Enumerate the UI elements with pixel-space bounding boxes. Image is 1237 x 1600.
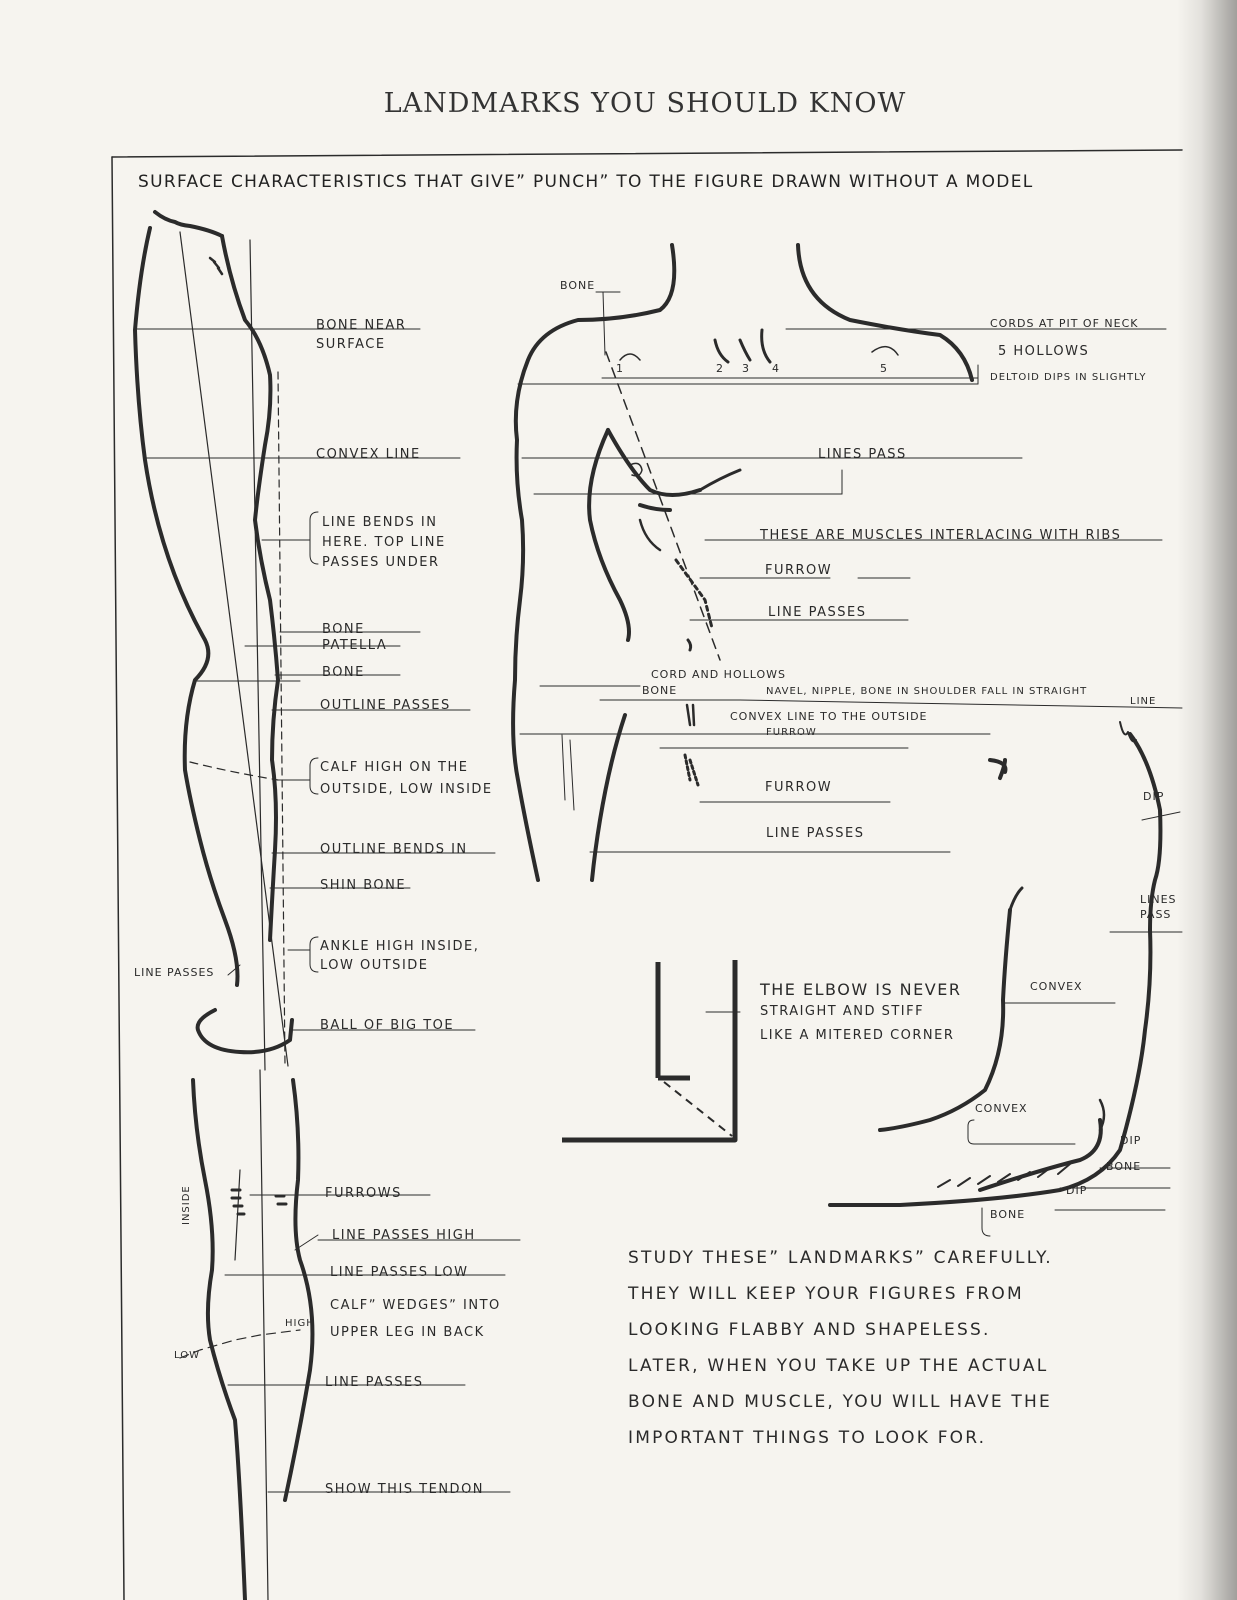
label-line-passes-low: LINE PASSES LOW [330, 1265, 469, 1280]
label-deltoid: DELTOID DIPS IN SLIGHTLY [990, 372, 1147, 383]
label-muscles: THESE ARE MUSCLES INTERLACING WITH RIBS [760, 528, 1122, 543]
label-calf-wedges-2: UPPER LEG IN BACK [330, 1325, 485, 1340]
label-convex-2: CONVEX [975, 1102, 1028, 1115]
label-bone-top: BONE [560, 279, 596, 292]
label-navel-2: LINE [1130, 696, 1157, 707]
label-navel-1: NAVEL, NIPPLE, BONE IN SHOULDER FALL IN STRAIGHT [766, 686, 1088, 697]
label-bone: BONE [322, 622, 365, 637]
label-outline-bends-in: OUTLINE BENDS IN [320, 842, 468, 857]
label-convex-outside: CONVEX LINE TO THE OUTSIDE [730, 710, 928, 723]
label-calf-1: CALF HIGH ON THE [320, 760, 469, 775]
label-show-tendon: SHOW THIS TENDON [325, 1482, 485, 1497]
label-high: HIGH [285, 1318, 315, 1329]
study-line-3: LOOKING FLABBY AND SHAPELESS. [628, 1320, 991, 1340]
label-calf-2: OUTSIDE, LOW INSIDE [320, 782, 493, 797]
label-furrow-2: FURROW [766, 727, 817, 738]
label-line-passes-1: LINE PASSES [768, 605, 867, 620]
label-n2: 2 [716, 362, 724, 375]
page-title: LANDMARKS YOU SHOULD KNOW [383, 88, 907, 119]
label-elbow-note-3: LIKE A MITERED CORNER [760, 1028, 955, 1043]
label-furrow-3: FURROW [765, 780, 833, 795]
study-line-2: THEY WILL KEEP YOUR FIGURES FROM [628, 1284, 1024, 1304]
label-convex-1: CONVEX [1030, 980, 1083, 993]
label-inside: INSIDE [181, 1185, 192, 1225]
leg-side-drawing [135, 212, 292, 1052]
label-line-bends-2: HERE. TOP LINE [322, 535, 446, 550]
label-bone-near-surface-1: BONE NEAR [316, 318, 407, 333]
label-lines-pass: LINES PASS [818, 447, 907, 462]
label-cords: CORDS AT PIT OF NECK [990, 317, 1139, 330]
study-note [628, 1240, 1168, 1456]
label-outline-passes: OUTLINE PASSES [320, 698, 451, 713]
study-line-1: STUDY THESEˮ LANDMARKSˮ CAREFULLY. [628, 1248, 1053, 1268]
label-line-passes-foot: LINE PASSES [134, 966, 215, 979]
label-line-bends-1: LINE BENDS IN [322, 515, 438, 530]
label-bone-2: BONE [322, 665, 365, 680]
label-n5: 5 [880, 362, 888, 375]
label-cord-hollows: CORD AND HOLLOWS [651, 668, 786, 681]
label-calf-wedges-1: CALFˮ WEDGESˮ INTO [330, 1298, 501, 1313]
arm-details [938, 722, 1136, 1187]
label-lines-elbow: LINES [1140, 893, 1177, 906]
label-bone-elbow-1: BONE [1106, 1160, 1142, 1173]
mitered-corner-drawing [562, 960, 735, 1140]
label-n1: 1 [616, 362, 624, 375]
label-pass-elbow: PASS [1140, 908, 1172, 921]
label-convex-line: CONVEX LINE [316, 447, 421, 462]
label-line-passes-2: LINE PASSES [766, 826, 865, 841]
label-dip-1: DIP [1143, 790, 1165, 803]
leg-side-pointers [135, 329, 495, 1030]
leg-back-drawing [193, 1080, 312, 1600]
subtitle: SURFACE CHARACTERISTICS THAT GIVEˮ PUNCHˮ TO THE FIGURE DRAWN WITHOUT A MODEL [138, 172, 1034, 192]
study-line-6: IMPORTANT THINGS TO LOOK FOR. [628, 1428, 987, 1448]
label-furrows: FURROWS [325, 1186, 402, 1201]
arm-drawing [830, 734, 1160, 1205]
label-n4: 4 [772, 362, 780, 375]
label-bone-mid: BONE [642, 684, 678, 697]
label-ankle-1: ANKLE HIGH INSIDE, [320, 939, 480, 954]
torso-drawing [513, 245, 972, 880]
label-line-passes-high: LINE PASSES HIGH [332, 1228, 476, 1243]
label-n3: 3 [742, 362, 750, 375]
label-ball-of-big-toe: BALL OF BIG TOE [320, 1018, 455, 1033]
torso-details [562, 330, 898, 810]
label-elbow-note-2: STRAIGHT AND STIFF [760, 1004, 925, 1019]
study-line-5: BONE AND MUSCLE, YOU WILL HAVE THE [628, 1392, 1052, 1412]
label-furrow-1: FURROW [765, 563, 833, 578]
label-line-bends-3: PASSES UNDER [322, 555, 440, 570]
label-low: LOW [174, 1350, 200, 1361]
label-shin-bone: SHIN BONE [320, 878, 407, 893]
label-line-passes-back: LINE PASSES [325, 1375, 424, 1390]
label-bone-elbow-2: BONE [990, 1208, 1026, 1221]
label-bone-near-surface-2: SURFACE [316, 337, 386, 352]
label-dip-2: DIP [1120, 1134, 1142, 1147]
study-line-4: LATER, WHEN YOU TAKE UP THE ACTUAL [628, 1356, 1049, 1376]
label-ankle-2: LOW OUTSIDE [320, 958, 429, 973]
label-patella: PATELLA [322, 638, 388, 653]
label-elbow-note-1: THE ELBOW IS NEVER [760, 980, 962, 999]
label-dip-3: DIP [1066, 1184, 1088, 1197]
label-hollows: 5 HOLLOWS [998, 344, 1090, 359]
